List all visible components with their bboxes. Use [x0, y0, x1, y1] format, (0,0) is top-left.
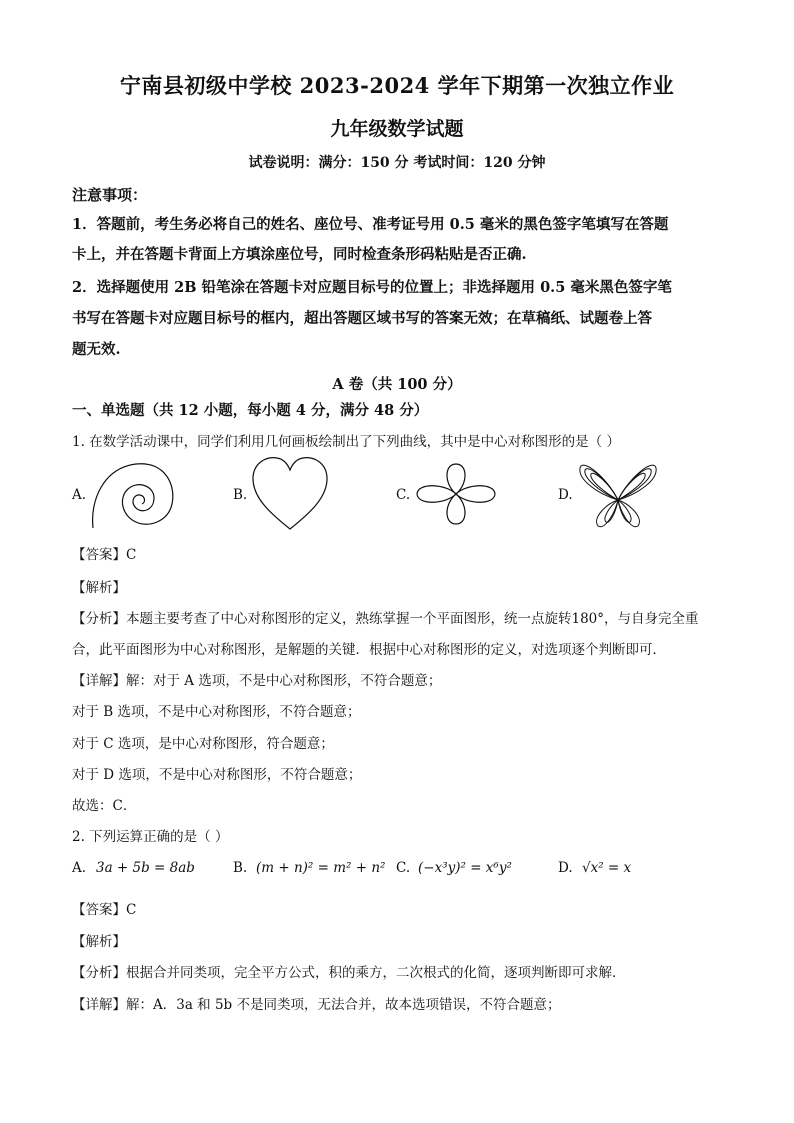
q1-option-c-label: C. [396, 487, 411, 503]
q2-detail: 【详解】解：A．3a 和 5b 不是同类项，无法合并，故本选项错误，不符合题意； [72, 997, 561, 1013]
q2-option-b-expr: (m + n)² = m² + n² [256, 860, 386, 876]
exam-title: 宁南县初级中学校 2023-2024 学年下期第一次独立作业 [119, 73, 675, 98]
notice-item2-line2: 书写在答题卡对应题目标号的框内，超出答题区域书写的答案无效；在草稿纸、试题卷上答 [72, 310, 652, 327]
q1-option-a-label: A. [72, 487, 87, 503]
q2-stem: 2. 下列运算正确的是（ ） [72, 829, 229, 845]
q1-analysis-line1: 【分析】本题主要考查了中心对称图形的定义，熟练掌握一个平面图形，统一点旋转180°，与自身完全重 [72, 611, 699, 627]
q2-option-c-label: C. [396, 860, 411, 876]
q2-answer: 【答案】C [72, 902, 137, 918]
q1-detail-c: 对于 C 选项，是中心对称图形，符合题意； [72, 736, 334, 752]
q1-detail-b: 对于 B 选项，不是中心对称图形，不符合题意； [72, 704, 361, 720]
q2-option-b-label: B. [233, 860, 248, 876]
q2-option-d-expr: √x² = x [582, 860, 632, 876]
q2-analysis: 【分析】根据合并同类项，完全平方公式，积的乘方，二次根式的化简，逐项判断即可求解． [72, 965, 626, 981]
section-one-heading: 一、单选题（共 12 小题，每小题 4 分，满分 48 分） [72, 402, 429, 419]
q1-detail-d: 对于 D 选项，不是中心对称图形，不符合题意； [72, 767, 362, 783]
q1-stem: 1. 在数学活动课中，同学们利用几何画板绘制出了下列曲线，其中是中心对称图形的是（ ） [72, 434, 620, 450]
butterfly-figure-icon [576, 456, 660, 530]
q2-option-a-expr: 3a + 5b = 8ab [96, 860, 195, 876]
four-petal-figure-icon [414, 462, 498, 526]
exam-subtitle: 九年级数学试题 [330, 118, 464, 140]
spiral-figure-icon [88, 456, 178, 531]
q1-analysis-tag: 【解析】 [72, 580, 126, 596]
q1-answer: 【答案】C [72, 547, 137, 563]
q1-analysis-line2: 合，此平面图形为中心对称图形，是解题的关键．根据中心对称图形的定义，对选项逐个判断即可． [72, 642, 666, 658]
q2-analysis-tag: 【解析】 [72, 934, 126, 950]
notice-item2-line3: 题无效. [72, 341, 121, 358]
q1-conclusion: 故选：C． [72, 798, 137, 814]
q1-option-b-label: B. [233, 487, 248, 503]
heart-figure-icon [250, 455, 330, 533]
notice-item1-line2: 卡上，并在答题卡背面上方填涂座位号，同时检查条形码粘贴是否正确. [72, 246, 527, 263]
q1-option-d-label: D. [558, 487, 573, 503]
q2-option-c-expr: (−x³y)² = x⁶y² [418, 860, 512, 876]
q1-detail-a: 【详解】解：对于 A 选项，不是中心对称图形，不符合题意； [72, 673, 442, 689]
section-a-heading: A 卷（共 100 分） [332, 376, 462, 393]
exam-info: 试卷说明：满分：150 分 考试时间：120 分钟 [248, 155, 546, 171]
q2-option-a-label: A. [72, 860, 87, 876]
notice-item1-line1: 1．答题前，考生务必将自己的姓名、座位号、准考证号用 0.5 毫米的黑色签字笔填写在答题 [72, 216, 669, 233]
notice-item2-line1: 2．选择题使用 2B 铅笔涂在答题卡对应题目标号的位置上；非选择题用 0.5 毫米黑色签字笔 [72, 279, 672, 296]
q2-option-d-label: D. [558, 860, 573, 876]
notice-heading: 注意事项： [72, 186, 148, 204]
